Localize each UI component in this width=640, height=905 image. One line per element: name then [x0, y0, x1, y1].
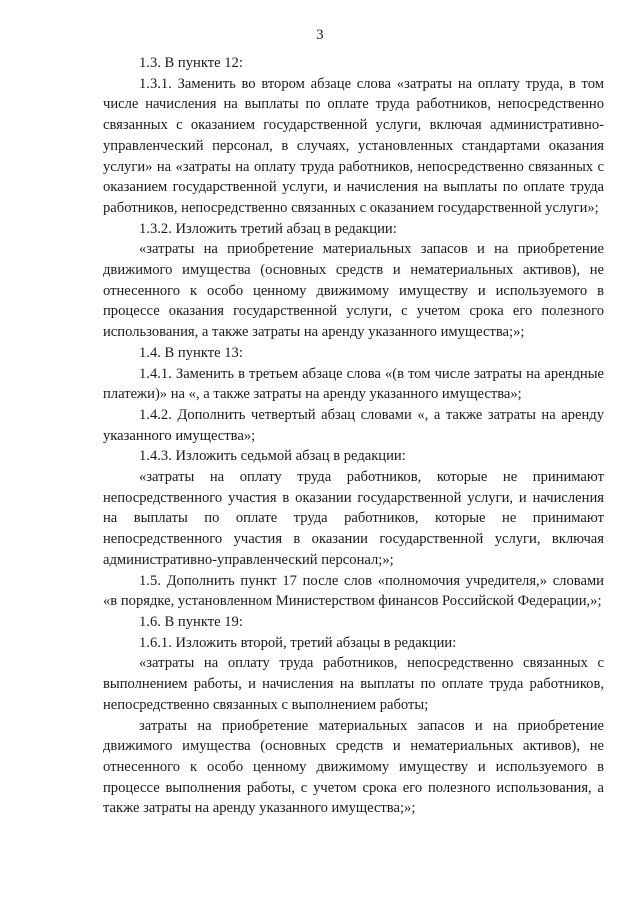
- document-body: [103, 53, 604, 819]
- paragraph-1-4-1: 1.4.1. Заменить в третьем абзаце слова «(в том числе затраты на арендные платежи)» на «, а также затраты на аренду указанного имущества»;: [103, 365, 604, 403]
- paragraph-1-5: 1.5. Дополнить пункт 17 после слов «полномочия учредителя,» словами «в порядке, установленном Министерством финансов Российской Федерации,»;: [103, 572, 604, 610]
- paragraph-quote-3: «затраты на оплату труда работников, непосредственно связанных с выполнением работы, и начисления на выплаты по оплате труда работников, непосредственно связанных с выполнением работы;: [103, 655, 604, 713]
- paragraph-1-6: 1.6. В пункте 19:: [139, 613, 243, 630]
- paragraph-1-3-2: 1.3.2. Изложить третий абзац в редакции:: [139, 220, 397, 237]
- paragraph-1-3: 1.3. В пункте 12:: [139, 55, 243, 71]
- paragraph-1-4-2: 1.4.2. Дополнить четвертый абзац словами «, а также затраты на аренду указанного имущества»;: [103, 406, 604, 444]
- paragraph-1-4: 1.4. В пункте 13:: [139, 344, 243, 361]
- page-number: 3: [316, 27, 324, 43]
- paragraph-quote-4: затраты на приобретение материальных запасов и на приобретение движимого имущества (основных средств и нематериальных активов), не отнесенного к особо ценному движимому имуществу и используемого в процессе выполнения работы, с учетом срока его полезного использования, а также затраты на аренду указанного имущества;»;: [103, 717, 604, 817]
- paragraph-quote-2: «затраты на оплату труда работников, которые не принимают непосредственного участия в оказании государственной услуги, и начисления на выплаты по оплате труда работников, которые не принимают непосредственного участия в оказании государственной услуги, включая административно-управленческий персонал;»;: [103, 469, 604, 568]
- paragraph-1-3-1: 1.3.1. Заменить во втором абзаце слова «затраты на оплату труда, в том числе начисления на выплаты по оплате труда работников, непосредственно связанных с оказанием государственной услуги, включая административно-управленческий персонал, в случаях, установленных стандартами оказания услуги» на «затраты на оплату труда работников, непосредственно связанных с оказанием государственной услуги, и начисления на выплаты по оплате труда работников, непосредственно связанных с оказанием государственной услуги»;: [103, 75, 604, 216]
- paragraph-1-4-3: 1.4.3. Изложить седьмой абзац в редакции:: [139, 448, 406, 465]
- paragraph-1-6-1: 1.6.1. Изложить второй, третий абзацы в редакции:: [139, 634, 457, 651]
- paragraph-quote-1: «затраты на приобретение материальных запасов и на приобретение движимого имущества (основных средств и нематериальных активов), не отнесенного к особо ценному движимому имуществу и используемого в процессе оказания государственной услуги, с учетом срока его полезного использования, а также затраты на аренду указанного имущества;»;: [103, 241, 604, 341]
